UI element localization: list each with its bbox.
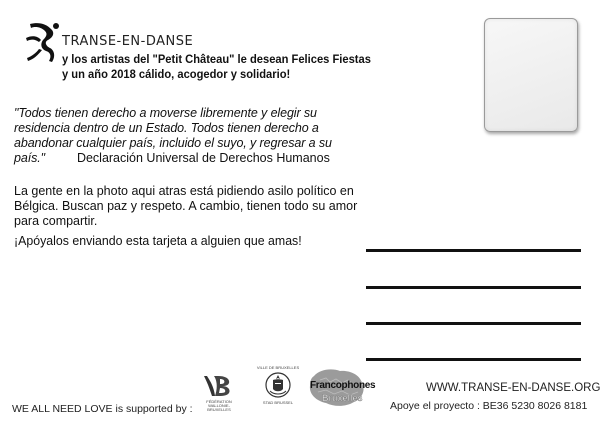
quote-source: Declaración Universal de Derechos Humanos <box>76 151 330 165</box>
greeting <box>62 52 371 82</box>
address-line-1 <box>366 249 581 252</box>
call-to-action: ¡Apóyalos enviando esta tarjeta a alguien que amas! <box>14 233 302 248</box>
greeting-line-1: y los artistas del "Petit Château" le desean Felices Fiestas <box>62 52 371 66</box>
fwb-caption: FÉDÉRATION WALLONIE-BRUXELLES <box>206 399 232 412</box>
intro-paragraph: La gente en la photo aqui atras está pidiendo asilo político en Bélgica. Buscan paz y respeto. A cambio, tienen todo su amor para compartir. <box>14 184 358 228</box>
support-statement <box>12 403 193 415</box>
francophones-word: Francophones <box>310 380 376 391</box>
donation-info: Apoye el proyecto : BE36 5230 8026 8181 <box>390 400 588 412</box>
address-line-3 <box>366 322 581 325</box>
quote-text: "Todos tienen derecho a moverse libremente y elegir su residencia dentro de un Estado. Todos tienen derecho a abandonar cualquier país, incluido el suyo, y regresar a su país." <box>14 106 332 165</box>
address-line-2 <box>366 286 581 289</box>
support-prefix: WE ALL NEED LOVE <box>12 403 113 415</box>
dancer-figure-icon <box>22 20 66 66</box>
brussels-seal-icon <box>264 371 292 399</box>
brand-name: TRANSE-EN-DANSE <box>62 34 194 49</box>
greeting-line-2: y un año 2018 cálido, acogedor y solidario! <box>62 67 291 81</box>
support-suffix: is supported by : <box>112 403 193 415</box>
quote-block <box>14 106 356 166</box>
fwb-logo-icon <box>200 374 236 398</box>
francophones-city: Bruxelles <box>322 393 363 403</box>
address-line-4 <box>366 358 581 361</box>
brussels-caption-bottom: STAD BRUSSEL <box>262 400 294 405</box>
website-link[interactable]: WWW.TRANSE-EN-DANSE.ORG <box>426 382 600 394</box>
stamp-placeholder <box>484 18 578 132</box>
brussels-caption-top: VILLE DE BRUXELLES <box>256 365 300 370</box>
